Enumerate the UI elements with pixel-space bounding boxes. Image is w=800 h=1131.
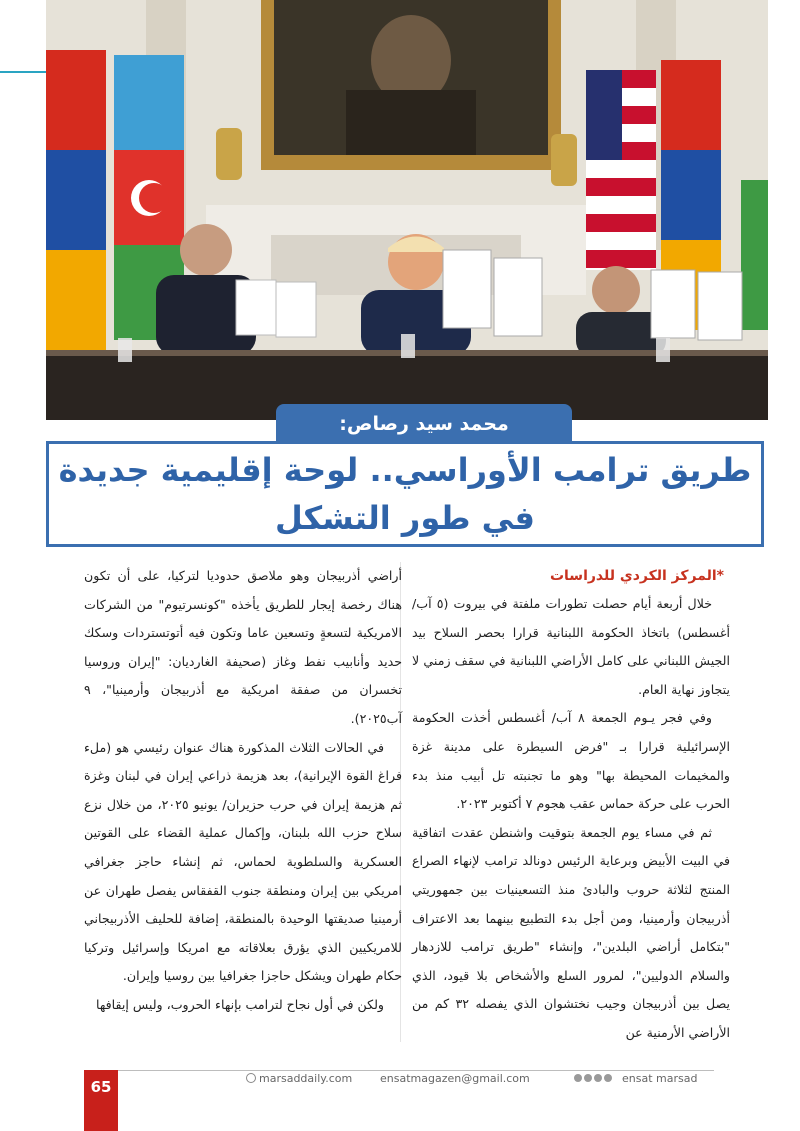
footer-email[interactable]: ensatmagazen@gmail.com — [380, 1072, 530, 1085]
headline-box — [46, 441, 764, 547]
footer-website[interactable] — [246, 1072, 352, 1085]
paragraph: خلال أربعة أيام حصلت تطورات ملفتة في بيروت (٥ آب/ أغسطس) باتخاذ الحكومة اللبنانية قرارا بحصر السلاح بيد الجيش اللبناني على كامل الأراضي اللبنانية في سقف زمني لا يتجاوز نهاية العام. — [412, 596, 730, 697]
headline-line-2: في طور التشكل — [274, 499, 535, 537]
youtube-icon[interactable] — [604, 1074, 612, 1082]
source-label: *المركز الكردي للدراسات — [549, 568, 724, 584]
article-column-right — [412, 562, 730, 1048]
paragraph: ولكن في أول نجاح لترامب بإنهاء الحروب، وليس إيقافها — [95, 996, 384, 1012]
instagram-icon[interactable] — [594, 1074, 602, 1082]
top-accent-line — [0, 71, 46, 73]
social-icons — [574, 1074, 612, 1082]
footer-brand: ensat marsad — [622, 1072, 698, 1085]
website-text: marsaddaily.com — [259, 1072, 353, 1085]
paragraph: ثم في مساء يوم الجمعة بتوقيت واشنطن عقدت اتفاقية في البيت الأبيض وبرعاية الرئيس دونالد ترامب لإنهاء الصراع المنتج لثلاثة حروب والبادئ منذ التسعينيات بين جمهوريتي أذربيجان وأرمينيا، ومن أجل بدء التطبيع بينهما بعد الاعتراف "بتكامل أراضي البلدين"، وإنشاء "طريق ترامب للازدهار والسلام الدوليين"، لمرور السلع والأشخاص بلا قيود، الذي يصل بين أذربيجان وجيب نختشوان الذي يفصله ٣٢ كم من الأراضي الأرمنية عن — [412, 824, 730, 1040]
headline-line-1: طريق ترامب الأوراسي.. لوحة إقليمية جديدة — [58, 451, 752, 489]
footer-rule — [84, 1070, 714, 1071]
facebook-icon[interactable] — [574, 1074, 582, 1082]
signing-ceremony-photo — [46, 0, 768, 420]
author-tab: محمد سيد رصاص: — [276, 404, 572, 444]
paragraph: وفي فجر يـوم الجمعة ٨ آب/ أغسطس أخذت الحكومة الإسرائيلية قرارا بـ "فرض السيطرة على مدينة غزة والمخيمات المحيطة بها" وهو ما تجنبته تل أبيب منذ بدء الحرب على حركة حماس عقب هجوم ٧ أكتوبر ٢٠٢٣. — [412, 710, 730, 812]
twitter-icon[interactable] — [584, 1074, 592, 1082]
paragraph: في الحالات الثلاث المذكورة هناك عنوان رئيسي هو (ملء فراغ القوة الإيرانية)، بعد هزيمة ذراعي إيران في لبنان وغزة ثم هزيمة إيران في حرب حزيران/ يونيو ٢٠٢٥، من خلال نزع سلاح حزب الله بلبنان، وإكمال عملية القضاء على القوتين العسكرية والسلطوية لحماس، ثم إنشاء حاجز جغرافي امريكي بين إيران ومنطقة جنوب القفقاس يفصل طهران عن أرمينيا صديقتها الوحيدة بالمنطقة، إضافة للحليف الأذربيجاني للامريكيين الذي يؤرق بعلاقاته مع امريكا وإسرائيل وتركيا حكام طهران ويشكل حاجزا جغرافيا بين روسيا وإيران. — [84, 739, 403, 984]
article-headline — [59, 446, 752, 542]
globe-icon — [246, 1073, 256, 1083]
page-number: 65 — [84, 1070, 118, 1131]
paragraph: أراضي أذربيجان وهو ملاصق حدوديا لتركيا، على أن تكون هناك رخصة إيجار للطريق يأخذه "كونسرتيوم" من الشركات الامريكية لتسعةٍ وتسعين عاما وتكون فيه أتوتستردات وسكك حديد وأنابيب نفط وغاز (صحيفة الغارديان: "إيران وروسيا تخسران من صفقة امريكية مع أذربيجان وأرمينيا"، ٩ آب٢٠٢٥). — [84, 568, 402, 726]
article-column-left — [84, 562, 402, 1020]
